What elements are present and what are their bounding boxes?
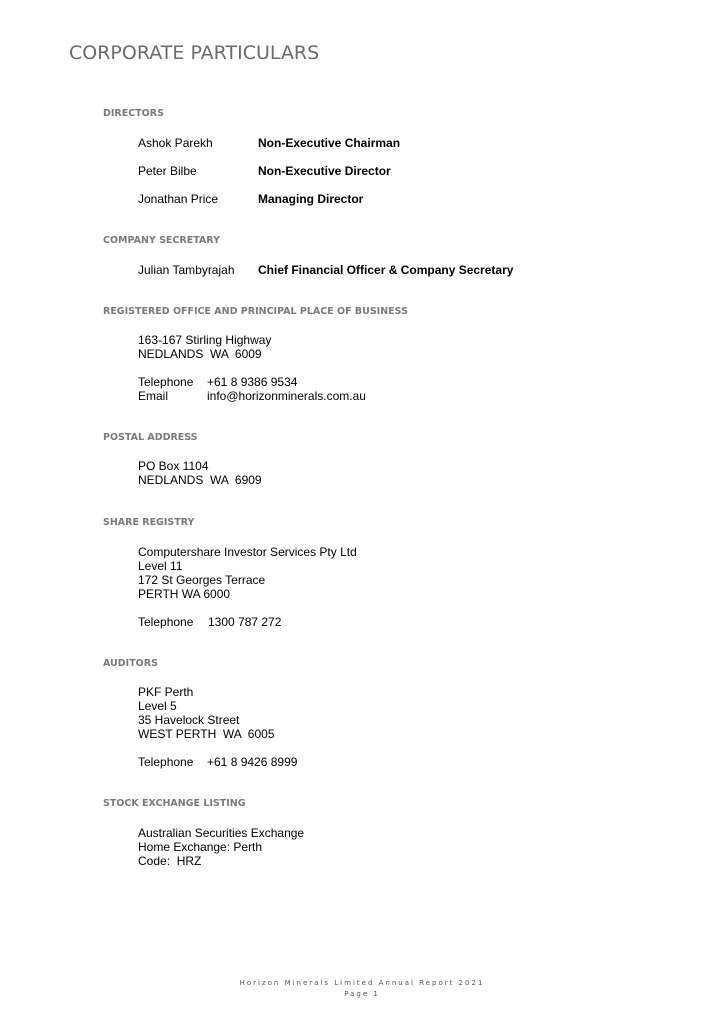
director-name: Jonathan Price <box>138 192 219 206</box>
share-registry-line: Computershare Investor Services Pty Ltd <box>138 545 357 559</box>
stock-exchange-heading: STOCK EXCHANGE LISTING <box>103 798 246 809</box>
auditors-telephone-label: Telephone <box>138 755 194 769</box>
director-role: Managing Director <box>258 192 364 206</box>
director-role: Non-Executive Chairman <box>258 136 401 150</box>
registered-office-address-line: 163-167 Stirling Highway <box>138 333 272 347</box>
director-name: Peter Bilbe <box>138 164 197 178</box>
registered-office-address-line: NEDLANDS WA 6009 <box>138 347 262 361</box>
page-title: CORPORATE PARTICULARS <box>69 42 320 64</box>
stock-exchange-line: Home Exchange: Perth <box>138 840 263 854</box>
secretary-role: Chief Financial Officer & Company Secretary <box>258 263 514 277</box>
registered-office-telephone: +61 8 9386 9534 <box>207 375 298 389</box>
auditors-line: 35 Havelock Street <box>138 713 240 727</box>
auditors-line: PKF Perth <box>138 685 194 699</box>
stock-exchange-line: Australian Securities Exchange <box>138 826 305 840</box>
postal-address-line: PO Box 1104 <box>138 459 209 473</box>
share-registry-telephone-label: Telephone <box>138 615 194 629</box>
stock-exchange-line: Code: HRZ <box>138 854 202 868</box>
director-name: Ashok Parekh <box>138 136 213 150</box>
director-role: Non-Executive Director <box>258 164 391 178</box>
company-secretary-heading: COMPANY SECRETARY <box>103 235 220 246</box>
share-registry-line: Level 11 <box>138 559 183 573</box>
share-registry-telephone: 1300 787 272 <box>208 615 282 629</box>
footer-report-title: Horizon Minerals Limited Annual Report 2021 <box>239 979 485 987</box>
secretary-name: Julian Tambyrajah <box>138 263 235 277</box>
share-registry-line: 172 St Georges Terrace <box>138 573 266 587</box>
postal-address-heading: POSTAL ADDRESS <box>103 432 198 443</box>
share-registry-heading: SHARE REGISTRY <box>103 517 195 528</box>
share-registry-line: PERTH WA 6000 <box>138 587 231 601</box>
auditors-telephone: +61 8 9426 8999 <box>207 755 298 769</box>
footer-page-number: Page 1 <box>344 990 380 998</box>
auditors-line: Level 5 <box>138 699 177 713</box>
directors-heading: DIRECTORS <box>103 108 164 119</box>
registered-office-telephone-label: Telephone <box>138 375 194 389</box>
registered-office-heading: REGISTERED OFFICE AND PRINCIPAL PLACE OF BUSINESS <box>103 306 408 317</box>
auditors-line: WEST PERTH WA 6005 <box>138 727 275 741</box>
registered-office-email-label: Email <box>138 389 169 403</box>
postal-address-line: NEDLANDS WA 6909 <box>138 473 262 487</box>
registered-office-email: info@horizonminerals.com.au <box>207 389 366 403</box>
auditors-heading: AUDITORS <box>103 658 158 669</box>
